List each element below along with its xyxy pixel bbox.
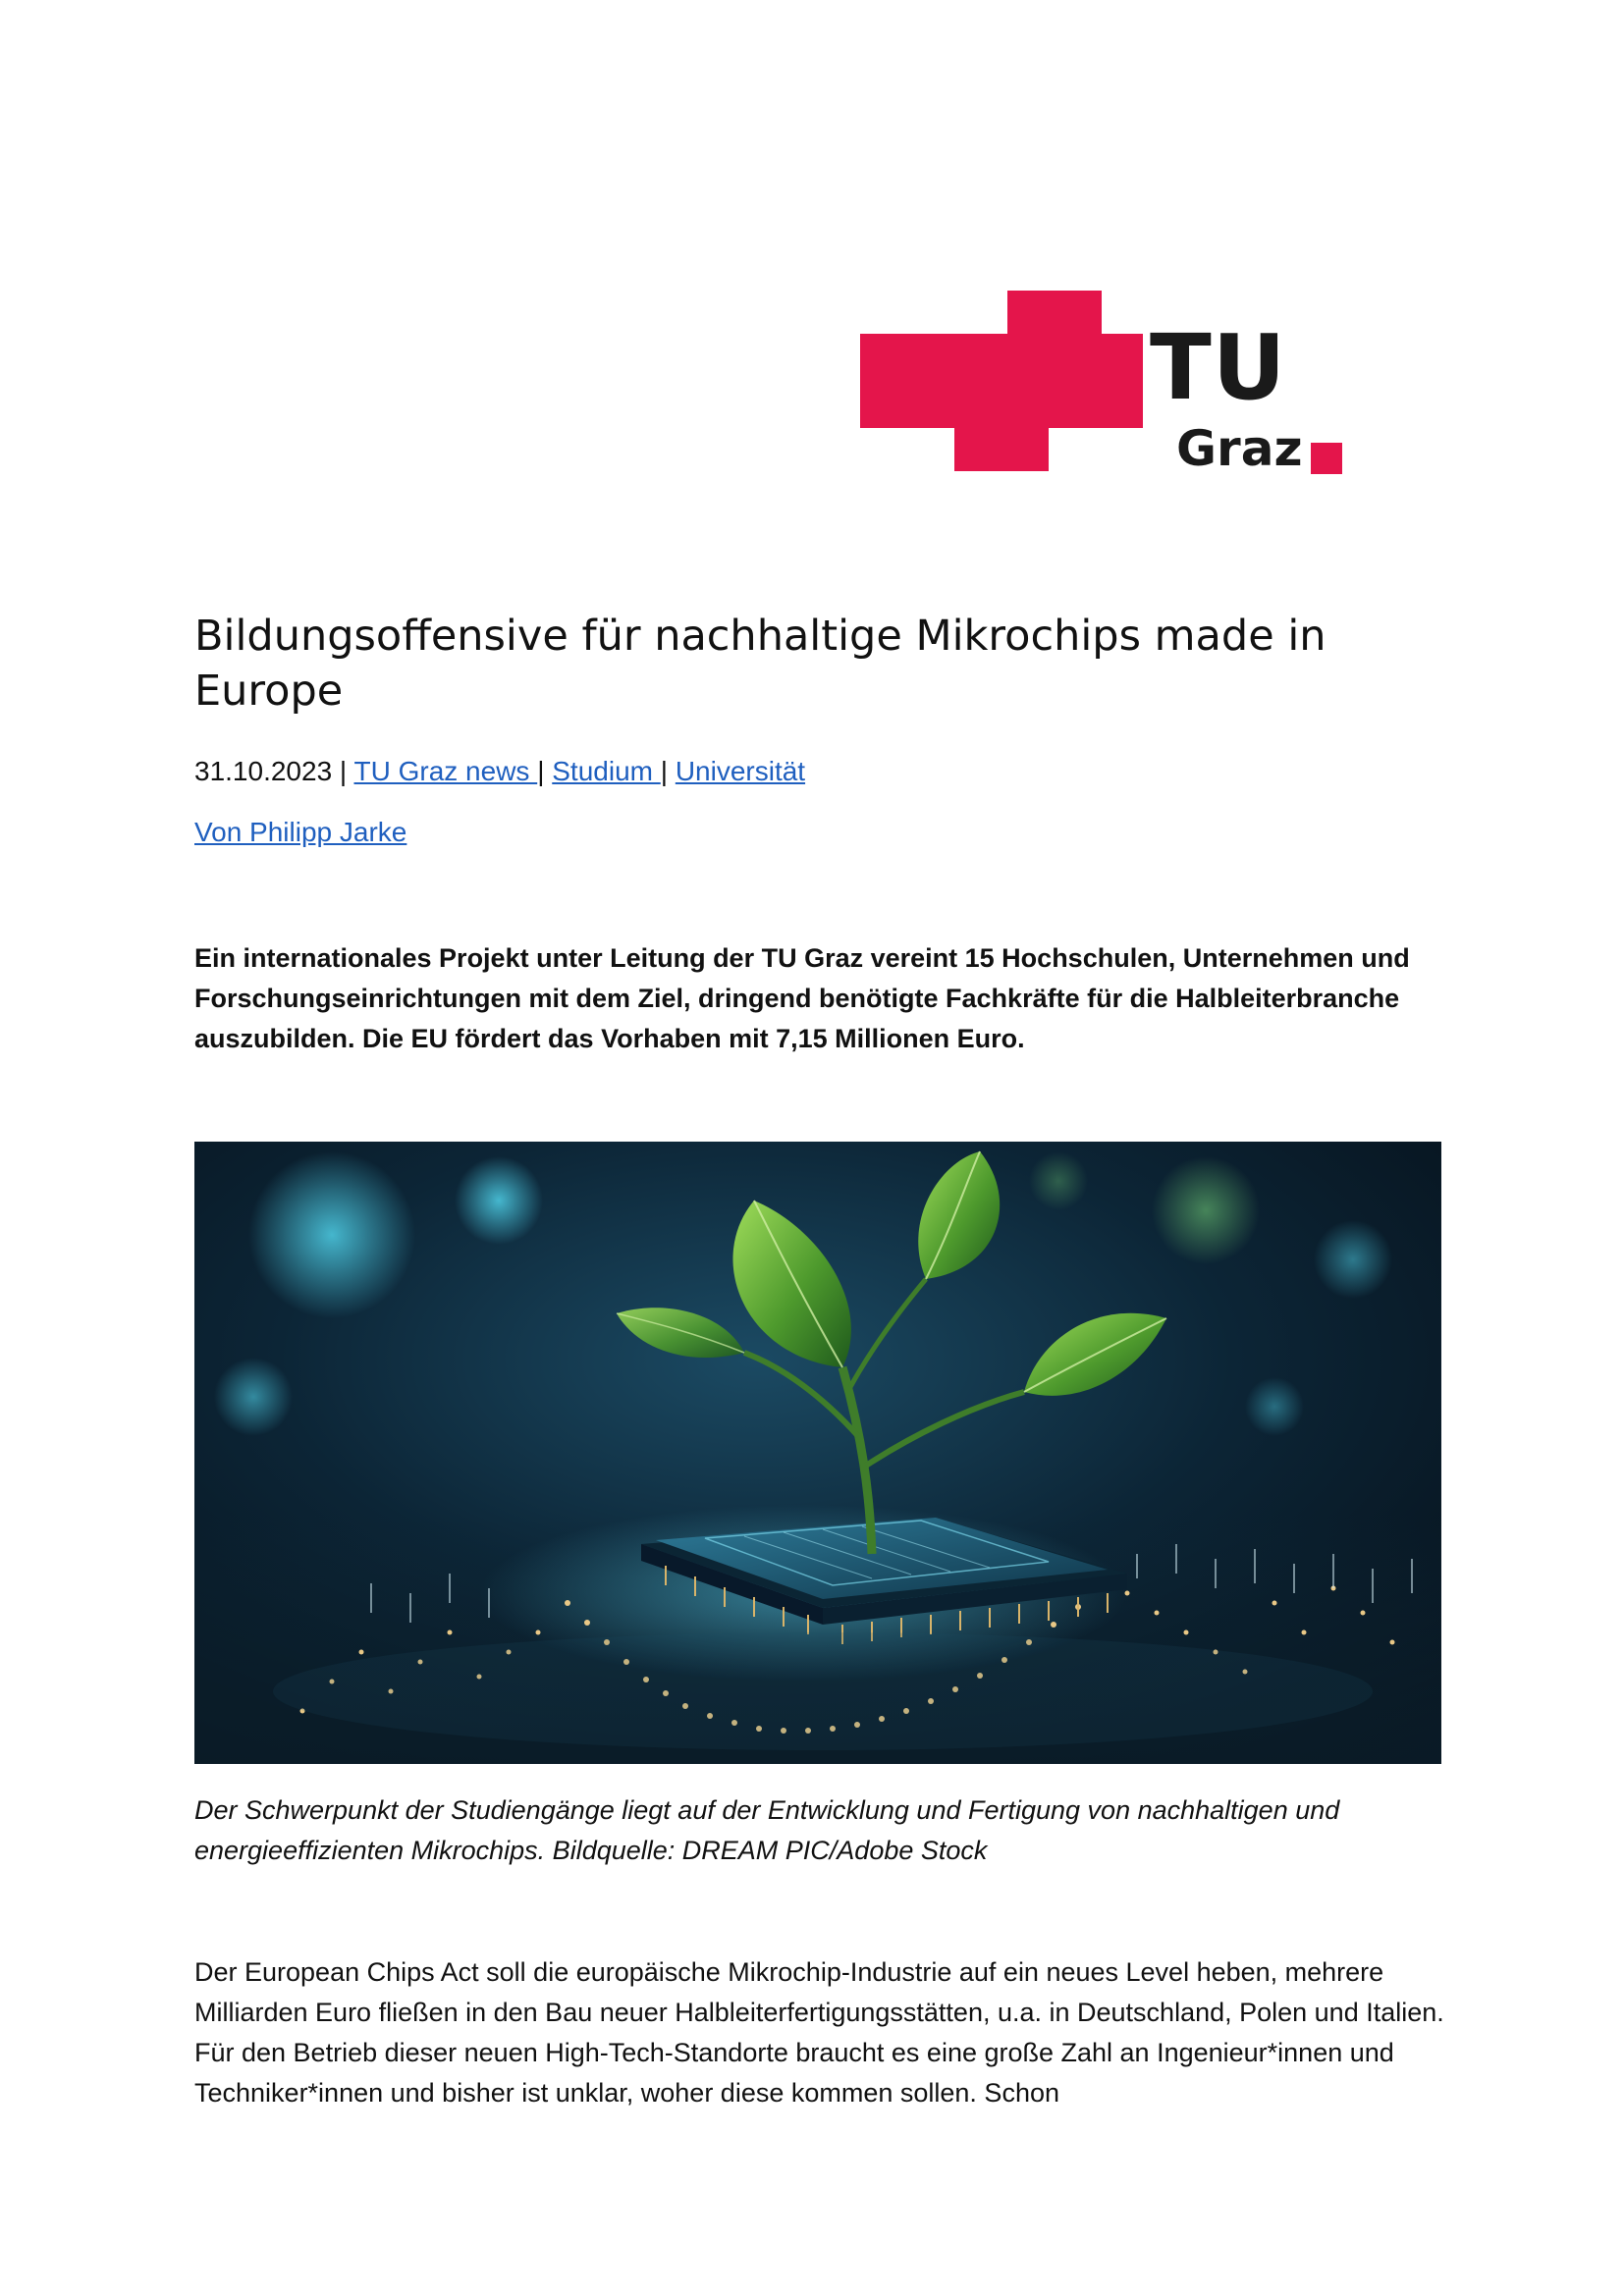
article-lead: Ein internationales Projekt unter Leitung der TU Graz vereint 15 Hochschulen, Unternehmen und Forschungseinrichtungen mit dem Ziel, dringend benötigte Fachkräfte für die Halbleiterbranche auszubilden. Die EU fördert das Vorhaben mit 7,15 Millionen Euro. [194, 943, 1410, 1053]
category-link-universitaet[interactable]: Universität [675, 756, 806, 786]
article-author [194, 815, 406, 850]
hero-image [194, 1142, 1441, 1764]
plant-on-microchip-illustration [194, 1142, 1441, 1764]
author-link[interactable]: Von Philipp Jarke [194, 817, 407, 847]
article-date: 31.10.2023 [194, 756, 333, 786]
article-meta [194, 754, 805, 789]
image-caption: Der Schwerpunkt der Studiengänge liegt auf der Entwicklung und Fertigung von nachhaltigen und energieeffizienten Mikrochips. Bildquelle: DREAM PIC/Adobe Stock [194, 1795, 1340, 1865]
category-link-tu-graz-news[interactable]: TU Graz news [353, 756, 538, 786]
logo-text-tu: TU [1150, 315, 1287, 420]
logo-square-dot [1311, 443, 1342, 474]
article-title: Bildungsoffensive für nachhaltige Mikrochips made in Europe [194, 612, 1326, 716]
tu-graz-logo [860, 291, 1351, 477]
meta-separator: | [339, 756, 348, 786]
meta-separator: | [660, 756, 669, 786]
category-link-studium[interactable]: Studium [552, 756, 661, 786]
meta-separator: | [537, 756, 545, 786]
logo-text-graz: Graz [1176, 420, 1303, 477]
article-body-paragraph: Der European Chips Act soll die europäische Mikrochip-Industrie auf ein neues Level heben, mehrere Milliarden Euro fließen in den Bau neuer Halbleiterfertigungsstätten, u.a. in Deutschland, Polen und Italien. Für den Betrieb dieser neuen High-Tech-Standorte braucht es eine große Zahl an Ingenieur*innen und Techniker*innen und bisher ist unklar, woher diese kommen sollen. Schon [194, 1957, 1444, 2108]
